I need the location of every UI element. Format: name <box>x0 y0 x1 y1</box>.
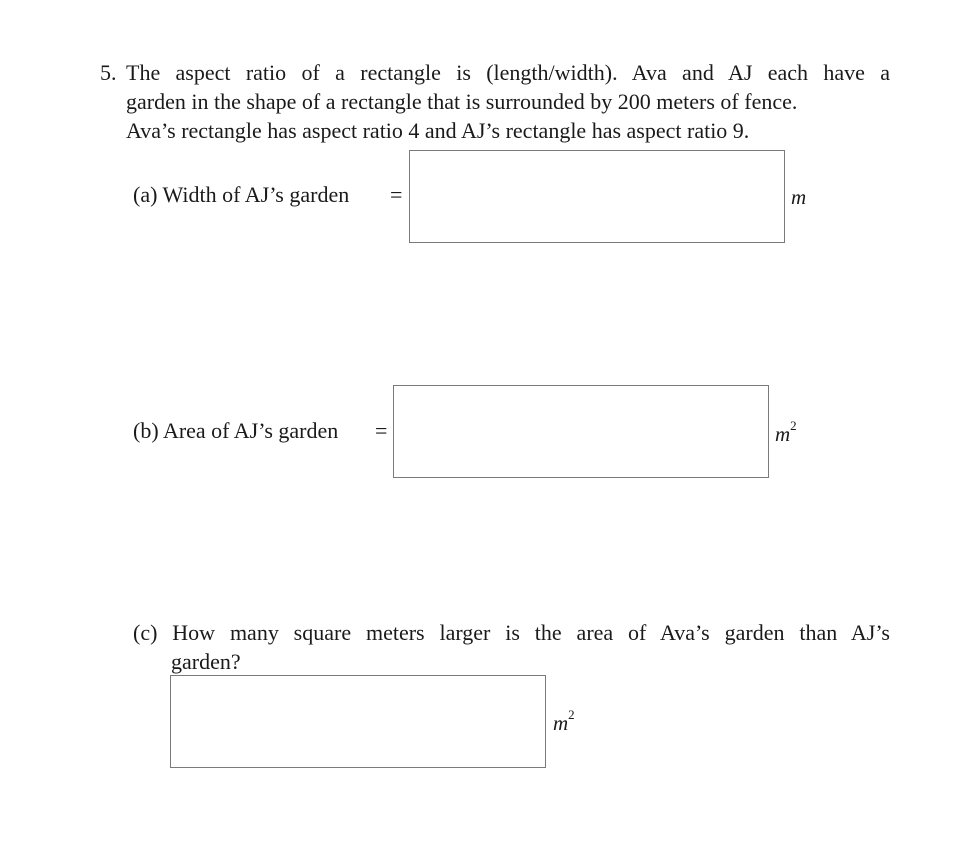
part-c-label-line-1: (c) How many square meters larger is the area of Ava’s garden than AJ’s <box>133 620 890 645</box>
part-b-answer-box[interactable] <box>393 385 769 478</box>
problem-text-line-1: The aspect ratio of a rectangle is (length/width). Ava and AJ each have a <box>126 60 890 85</box>
part-b-equals: = <box>375 418 388 443</box>
problem-number: 5. <box>100 60 117 85</box>
part-b-unit-exponent: 2 <box>790 418 797 433</box>
part-c-label-line-2: garden? <box>171 649 241 674</box>
problem-text-line-2: garden in the shape of a rectangle that is surrounded by 200 meters of fence. <box>126 89 798 114</box>
part-b-unit-base: m <box>775 422 791 446</box>
part-c-unit-exponent: 2 <box>568 707 575 722</box>
part-a-equals: = <box>390 182 403 207</box>
part-b-unit <box>775 418 797 447</box>
problem-text-line-3: Ava’s rectangle has aspect ratio 4 and AJ’s rectangle has aspect ratio 9. <box>126 118 750 143</box>
part-a-unit: m <box>791 185 807 209</box>
part-c-answer-box[interactable] <box>170 675 546 768</box>
part-a-label: (a) Width of AJ’s garden <box>133 182 350 207</box>
part-a-answer-box[interactable] <box>409 150 785 243</box>
part-b-label: (b) Area of AJ’s garden <box>133 418 339 443</box>
part-c-unit <box>553 707 575 736</box>
part-c-unit-base: m <box>553 711 569 735</box>
